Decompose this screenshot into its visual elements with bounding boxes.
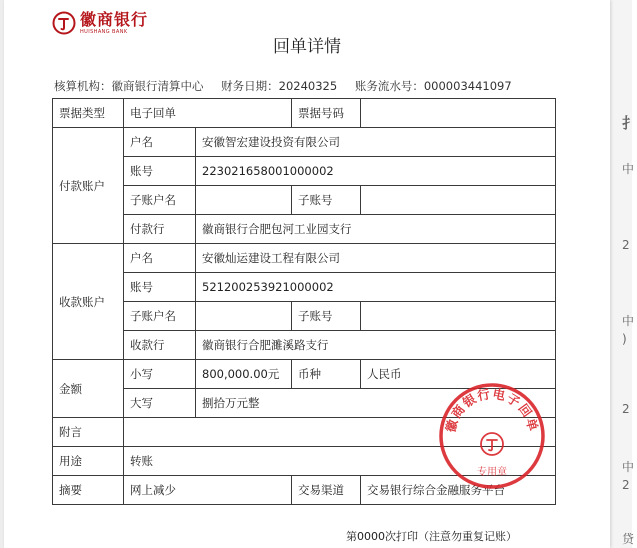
payee-name-value: 安徽灿运建设工程有限公司 bbox=[196, 244, 556, 273]
channel-value: 交易银行综合金融服务平台 bbox=[361, 476, 556, 505]
payee-subno-label: 子账号 bbox=[292, 302, 361, 331]
table-row bbox=[53, 244, 556, 273]
bank-name-cn: 徽商银行 bbox=[80, 9, 149, 29]
table-row bbox=[53, 302, 556, 331]
backdrop-glyph: 贷 bbox=[622, 532, 635, 546]
amount-upper-value: 捌拾万元整 bbox=[196, 389, 556, 418]
backdrop-glyph: ) bbox=[622, 332, 627, 346]
currency-label: 币种 bbox=[292, 360, 361, 389]
table-row bbox=[53, 186, 556, 215]
receipt-meta bbox=[54, 78, 526, 94]
stamp-emblem-icon bbox=[481, 433, 503, 455]
payee-account-label: 账号 bbox=[124, 273, 196, 302]
purpose-value: 转账 bbox=[124, 447, 556, 476]
payer-name-value: 安徽智宏建设投资有限公司 bbox=[196, 128, 556, 157]
payer-bank-label: 付款行 bbox=[124, 215, 196, 244]
payee-group-label: 收款账户 bbox=[53, 244, 124, 360]
payer-subno-value bbox=[361, 186, 556, 215]
payee-subname-value bbox=[196, 302, 292, 331]
print-footer: 第0000次打印（注意勿重复记账） bbox=[346, 530, 517, 543]
payer-name-label: 户名 bbox=[124, 128, 196, 157]
backdrop-glyph: 中 bbox=[622, 162, 635, 176]
bill-type-value: 电子回单 bbox=[124, 99, 292, 128]
backdrop-page bbox=[609, 0, 637, 548]
table-row bbox=[53, 331, 556, 360]
payee-bank-label: 收款行 bbox=[124, 331, 196, 360]
remark-label: 附言 bbox=[53, 418, 124, 447]
stamp-ring-text: 徽商银行电子回单 bbox=[442, 386, 542, 434]
backdrop-glyph: 2 bbox=[622, 478, 630, 492]
serial-text: 账务流水号：000003441097 bbox=[354, 79, 512, 93]
payer-subno-label: 子账号 bbox=[292, 186, 361, 215]
payee-subname-label: 子账户名 bbox=[124, 302, 196, 331]
payee-bank-value: 徽商银行合肥濉溪路支行 bbox=[196, 331, 556, 360]
table-row bbox=[53, 99, 556, 128]
amount-lower-label: 小写 bbox=[124, 360, 196, 389]
table-row bbox=[53, 273, 556, 302]
bank-name-en: HUISHANG BANK bbox=[80, 28, 128, 35]
bill-no-value bbox=[361, 99, 556, 128]
payer-subname-value bbox=[196, 186, 292, 215]
amount-upper-label: 大写 bbox=[124, 389, 196, 418]
payer-bank-value: 徽商银行合肥包河工业园支行 bbox=[196, 215, 556, 244]
currency-value: 人民币 bbox=[361, 360, 556, 389]
receipt-document bbox=[4, 0, 610, 548]
payer-account-label: 账号 bbox=[124, 157, 196, 186]
payer-subname-label: 子账户名 bbox=[124, 186, 196, 215]
institution-text: 核算机构：徽商银行清算中心 bbox=[54, 79, 204, 93]
summary-value: 网上减少 bbox=[124, 476, 292, 505]
page-title: 回单详情 bbox=[273, 37, 341, 57]
table-row bbox=[53, 157, 556, 186]
purpose-label: 用途 bbox=[53, 447, 124, 476]
backdrop-glyph: 中 bbox=[622, 314, 635, 328]
official-stamp bbox=[438, 382, 546, 490]
backdrop-glyph: 2 bbox=[622, 402, 630, 416]
payee-account-value: 521200253921000002 bbox=[196, 273, 556, 302]
payee-subno-value bbox=[361, 302, 556, 331]
amount-lower-value: 800,000.00元 bbox=[196, 360, 292, 389]
bill-type-label: 票据类型 bbox=[53, 99, 124, 128]
backdrop-glyph: 中 bbox=[622, 460, 635, 474]
date-text: 财务日期：20240325 bbox=[221, 79, 338, 93]
payer-group-label: 付款账户 bbox=[53, 128, 124, 244]
backdrop-glyph: 2 bbox=[622, 238, 630, 252]
stamp-bottom-text: 专用章 bbox=[477, 467, 507, 478]
bill-no-label: 票据号码 bbox=[292, 99, 361, 128]
amount-group-label: 金额 bbox=[53, 360, 124, 418]
payer-account-value: 223021658001000002 bbox=[196, 157, 556, 186]
backdrop-glyph: 扌 bbox=[622, 114, 637, 132]
table-row bbox=[53, 128, 556, 157]
table-row bbox=[53, 215, 556, 244]
payee-name-label: 户名 bbox=[124, 244, 196, 273]
summary-label: 摘要 bbox=[53, 476, 124, 505]
channel-label: 交易渠道 bbox=[292, 476, 361, 505]
